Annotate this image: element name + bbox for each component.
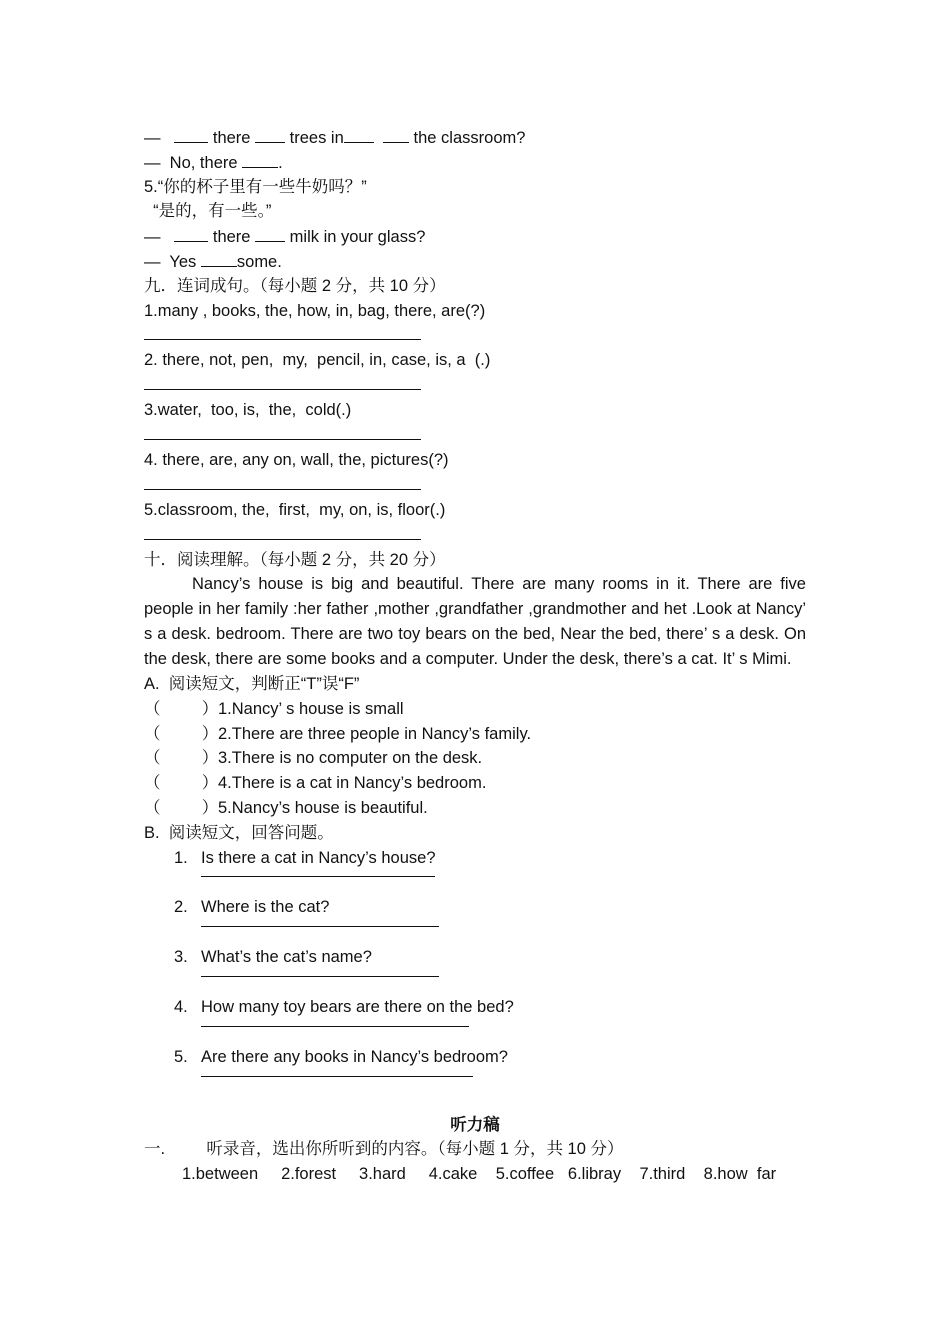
answer-line[interactable] xyxy=(201,1020,806,1045)
answer-line[interactable] xyxy=(201,920,806,945)
question-item: 4. How many toy bears are there on the bed? xyxy=(174,997,514,1016)
part-a-heading: A. 阅读短文，判断正“T”误“F” xyxy=(144,674,360,693)
answer-blank[interactable] xyxy=(174,125,208,143)
question-item: 5. Are there any books in Nancy’s bedroom? xyxy=(174,1047,508,1066)
listening-word: 8.how far xyxy=(703,1165,777,1184)
section9-item: 1.many , books, the, how, in, bag, there, are(?) xyxy=(144,301,486,320)
answer-line[interactable] xyxy=(144,473,806,498)
section9-item: 3.water, too, is, the, cold(.) xyxy=(144,401,352,420)
question-item: 2. Where is the cat? xyxy=(174,898,330,917)
listening-title: 听力稿 xyxy=(450,1115,500,1134)
listening-heading: 一. 听录音，选出你所听到的内容。（每小题 1 分，共 10 分） xyxy=(144,1140,624,1159)
listening-word: 5.coffee xyxy=(495,1165,555,1184)
listening-word: 7.third xyxy=(639,1165,686,1184)
section9-item: 4. there, are, any on, wall, the, pictures(?) xyxy=(144,450,449,469)
listening-word: 1.between xyxy=(182,1165,259,1184)
true-false-item: （ ）1.Nancy’ s house is small xyxy=(144,697,806,722)
answer-blank[interactable] xyxy=(344,125,374,143)
q4-answer-line: — No, there . xyxy=(144,150,806,175)
answer-parentheses[interactable]: （ ） xyxy=(144,699,219,718)
answer-blank[interactable] xyxy=(242,150,278,168)
answer-line[interactable] xyxy=(144,323,806,348)
answer-line[interactable] xyxy=(201,1070,806,1095)
q4-question-line: — there trees in the classroom? xyxy=(144,125,806,150)
answer-blank[interactable] xyxy=(201,249,237,267)
q5-chinese-answer: “是的，有一些。” xyxy=(153,202,272,221)
answer-blank[interactable] xyxy=(255,125,285,143)
true-false-item: （ ）3.There is no computer on the desk. xyxy=(144,746,806,771)
listening-word: 3.hard xyxy=(359,1165,406,1184)
answer-line[interactable] xyxy=(201,870,806,895)
answer-parentheses[interactable]: （ ） xyxy=(144,749,219,768)
reading-passage: Nancy’s house is big and beautiful. There are many rooms in it. There are five people in her family :her father ,mother ,grandfather ,grandmother and het .Look at Nancy’ s a desk. bedroom. There are two toy bears on the bed, Near the bed, there’ s a desk. On the desk, there are some books and a computer. Under the desk, there’s a cat. It’ s Mimi. xyxy=(144,575,806,669)
answer-line[interactable] xyxy=(201,970,806,995)
part-b-heading: B. 阅读短文，回答问题。 xyxy=(144,823,334,842)
listening-word: 2.forest xyxy=(281,1165,337,1184)
listening-word-list xyxy=(144,1162,806,1187)
listening-word: 6.libray xyxy=(567,1165,622,1184)
answer-blank[interactable] xyxy=(174,224,208,242)
answer-parentheses[interactable]: （ ） xyxy=(144,798,219,817)
q5-answer-line: — Yes some. xyxy=(144,249,806,274)
section9-item: 5.classroom, the, first, my, on, is, floor(.) xyxy=(144,500,446,519)
answer-line[interactable] xyxy=(144,423,806,448)
listening-word: 4.cake xyxy=(428,1165,478,1184)
section9-item: 2. there, not, pen, my, pencil, in, case, is, a (.) xyxy=(144,351,491,370)
answer-parentheses[interactable]: （ ） xyxy=(144,774,219,793)
dash: — xyxy=(144,129,161,147)
answer-blank[interactable] xyxy=(255,224,285,242)
section9-heading: 九．连词成句。（每小题 2 分，共 10 分） xyxy=(144,276,446,295)
answer-line[interactable] xyxy=(144,373,806,398)
document-content xyxy=(144,125,806,1187)
question-item: 3. What’s the cat’s name? xyxy=(174,948,372,967)
q5-prompt: 5.“你的杯子里有一些牛奶吗？” xyxy=(144,177,367,196)
section10-heading: 十．阅读理解。（每小题 2 分，共 20 分） xyxy=(144,550,446,569)
true-false-item: （ ）4.There is a cat in Nancy’s bedroom. xyxy=(144,771,806,796)
answer-parentheses[interactable]: （ ） xyxy=(144,724,219,743)
true-false-item: （ ）5.Nancy’s house is beautiful. xyxy=(144,796,806,821)
question-item: 1. Is there a cat in Nancy’s house? xyxy=(174,848,436,867)
answer-blank[interactable] xyxy=(383,125,409,143)
true-false-item: （ ）2.There are three people in Nancy’s family. xyxy=(144,722,806,747)
q5-question-line: — there milk in your glass? xyxy=(144,224,806,249)
answer-line[interactable] xyxy=(144,523,806,548)
